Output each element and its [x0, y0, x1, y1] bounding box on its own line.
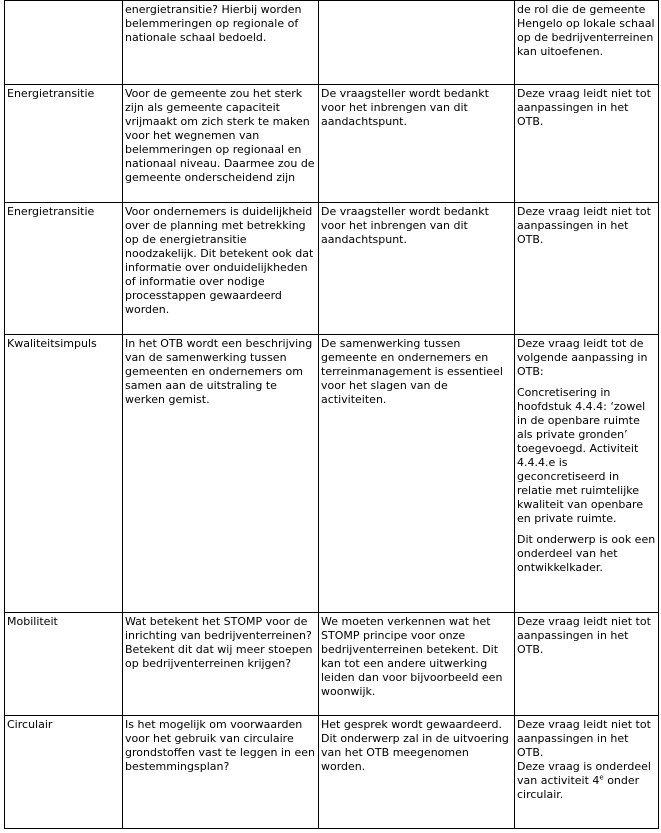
- topic-cell: [5, 1, 123, 85]
- effect-paragraph: Deze vraag leidt niet tot aanpassingen in het OTB.: [517, 615, 651, 656]
- question-cell: Is het mogelijk om voorwaarden voor het gebruik van circulaire grondstoffen vast te leggen in een bestemmingsplan?: [123, 716, 319, 829]
- topic-cell: Energietransitie: [5, 203, 123, 335]
- question-cell: Wat betekent het STOMP voor de inrichting van bedrijventerreinen? Betekent dit dat wij meer stoepen op bedrijventerreinen krijgen?: [123, 613, 319, 716]
- question-cell: In het OTB wordt een beschrijving van de samenwerking tussen gemeenten en ondernemers om samen aan de uitstraling te werken gemist.: [123, 335, 319, 613]
- topic-cell: Circulair: [5, 716, 123, 829]
- effect-paragraph: Deze vraag leidt tot de volgende aanpassing in OTB:: [517, 337, 648, 378]
- topic-cell: Mobiliteit: [5, 613, 123, 716]
- question-cell: Voor de gemeente zou het sterk zijn als gemeente capaciteit vrijmaakt om zich sterk te maken voor het wegnemen van belemmeringen op regionaal en nationaal niveau. Daarmee zou de gemeente onderscheidend zijn: [123, 85, 319, 203]
- answer-cell: De vraagsteller wordt bedankt voor het inbrengen van dit aandachtspunt.: [319, 85, 515, 203]
- answer-cell: We moeten verkennen wat het STOMP principe voor onze bedrijventerreinen betekent. Dit kan tot een andere uitwerking leiden dan voor bijvoorbeeld een woonwijk.: [319, 613, 515, 716]
- answer-cell: [319, 1, 515, 85]
- effect-cell: [515, 85, 659, 203]
- answer-cell: De vraagsteller wordt bedankt voor het inbrengen van dit aandachtspunt.: [319, 203, 515, 335]
- effect-paragraph: Deze vraag leidt niet tot aanpassingen in het OTB.: [517, 87, 651, 128]
- effect-cell: [515, 335, 659, 613]
- effect-paragraph: Deze vraag is onderdeel van activiteit 4e onder circulair.: [517, 760, 651, 801]
- effect-cell: [515, 716, 659, 829]
- table-row: [5, 613, 659, 716]
- effect-cell: [515, 203, 659, 335]
- effect-paragraph: Dit onderwerp is ook een onderdeel van het ontwikkelkader.: [517, 533, 656, 574]
- table-row: [5, 85, 659, 203]
- effect-cell: [515, 613, 659, 716]
- table-row: [5, 716, 659, 829]
- effect-paragraph: Deze vraag leidt niet tot aanpassingen in het OTB.: [517, 205, 651, 246]
- answer-cell: Het gesprek wordt gewaardeerd. Dit onderwerp zal in de uitvoering van het OTB meegenomen worden.: [319, 716, 515, 829]
- effect-paragraph: de rol die de gemeente Hengelo op lokale schaal op de bedrijventerreinen kan uitoefenen.: [517, 3, 655, 58]
- topic-cell: Energietransitie: [5, 85, 123, 203]
- table-row: [5, 203, 659, 335]
- superscript-text: e: [599, 773, 604, 782]
- answer-cell: De samenwerking tussen gemeente en ondernemers en terreinmanagement is essentieel voor het slagen van de activiteiten.: [319, 335, 515, 613]
- effect-cell: [515, 1, 659, 85]
- effect-paragraph: Deze vraag leidt niet tot aanpassingen in het OTB.: [517, 718, 651, 759]
- topic-cell: Kwaliteitsimpuls: [5, 335, 123, 613]
- question-cell: Voor ondernemers is duidelijkheid over de planning met betrekking op de energietransitie noodzakelijk. Dit betekent ook dat informatie over onduidelijkheden of informatie over nodige processtappen gewaardeerd worden.: [123, 203, 319, 335]
- table-row: [5, 1, 659, 85]
- effect-paragraph: Concretisering in hoofdstuk 4.4.4: ‘zowel in de openbare ruimte als private gronden’ toegevoegd. Activiteit 4.4.4.e is geconcretiseerd in relatie met ruimtelijke kwaliteit van openbare en private ruimte.: [517, 386, 646, 525]
- feedback-table: [4, 0, 659, 829]
- table-row: [5, 335, 659, 613]
- question-cell: energietransitie? Hierbij worden belemmeringen op regionale of nationale schaal bedoeld.: [123, 1, 319, 85]
